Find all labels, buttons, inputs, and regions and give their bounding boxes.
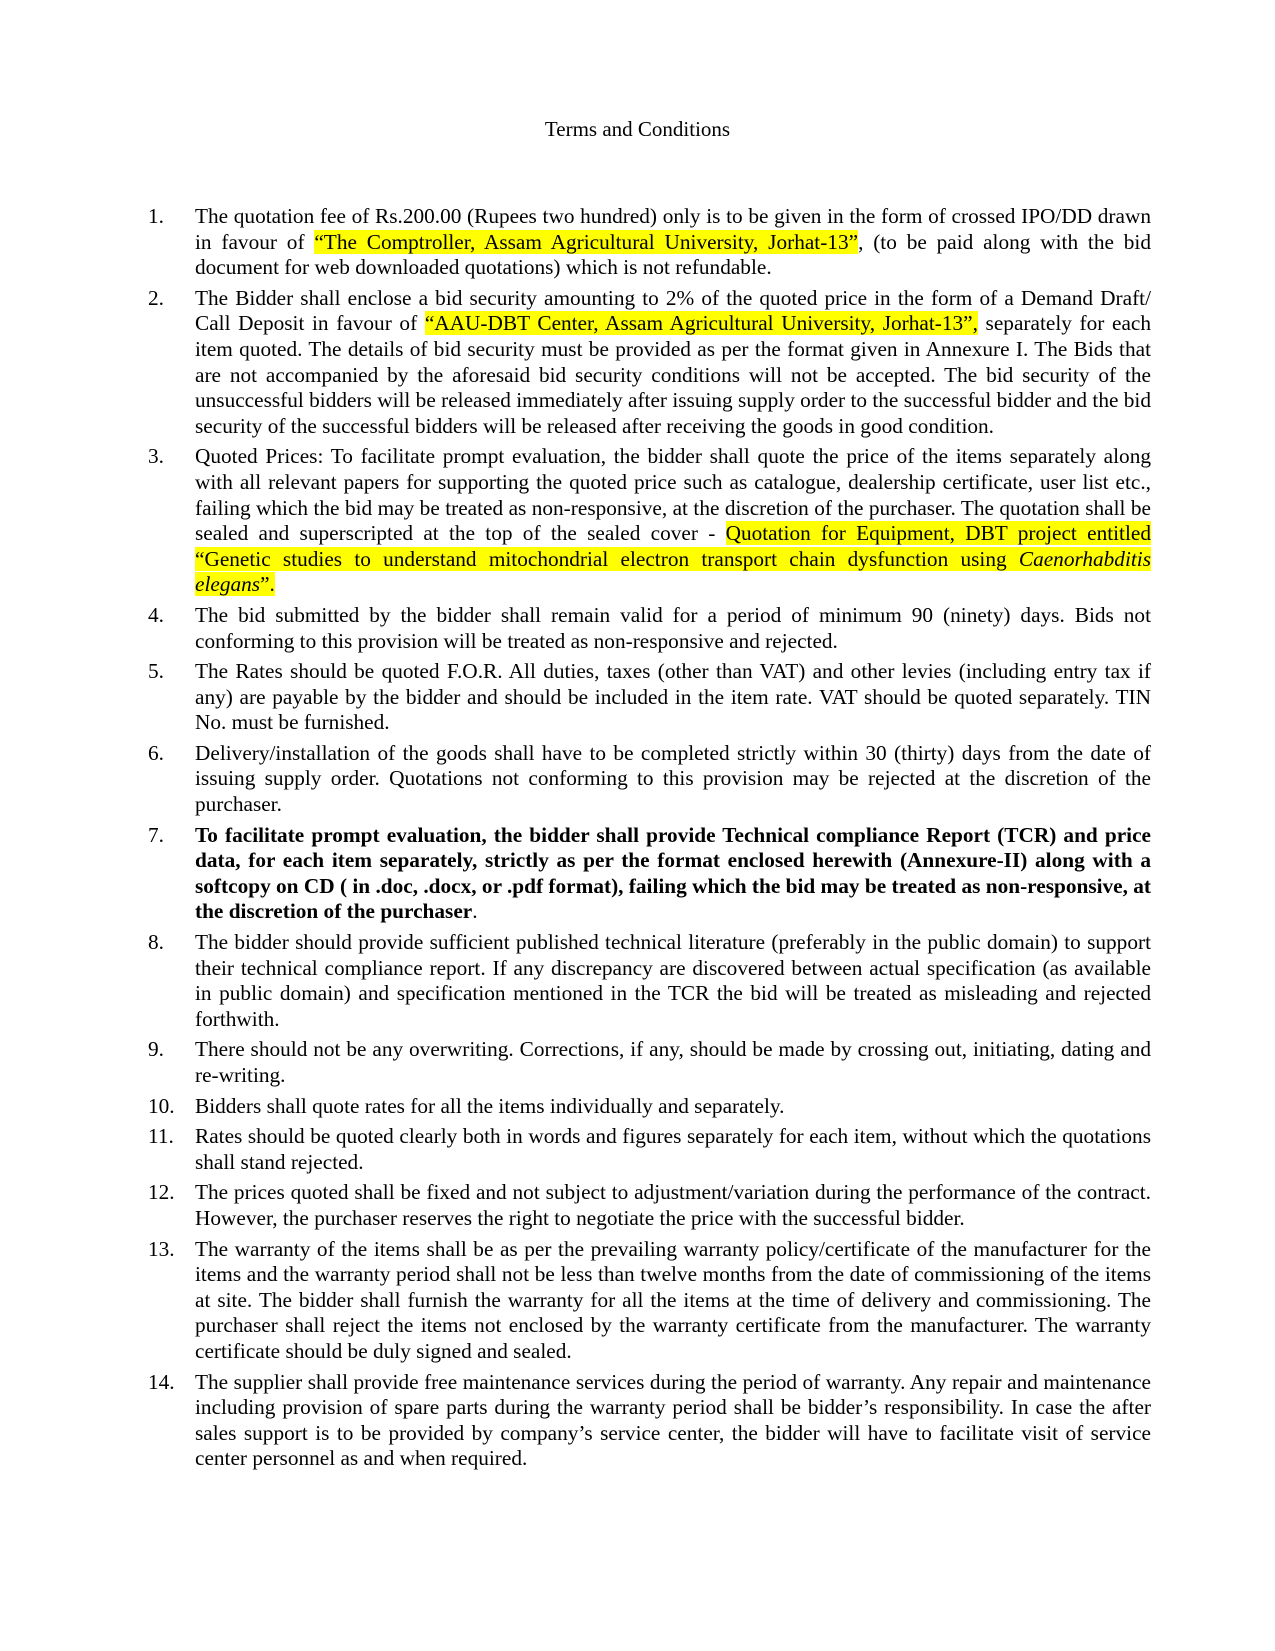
term-text-segment: The quotation fee of Rs.200.00 (Rupees two hundred) only is to be given in the form of crossed IPO/DD drawn in favour of bbox=[195, 204, 1151, 254]
term-text-segment: The bid submitted by the bidder shall remain valid for a period of minimum 90 (ninety) days. Bids not conforming to this provision will be treated as non-responsive and rejected. bbox=[195, 602, 1151, 653]
term-item-7 bbox=[148, 823, 1151, 925]
term-item-14 bbox=[148, 1370, 1151, 1472]
highlighted-text: ”. bbox=[260, 572, 275, 597]
term-item-10 bbox=[148, 1094, 1151, 1120]
term-text-segment: Quoted Prices: To facilitate prompt evaluation, the bidder shall quote the price of the items separately along with all relevant papers for supporting the quoted price such as catalogue, dealership certificate, user list etc., failing which the bid may be treated as non-responsive, at the discretion of the purchaser. The quotation shall be sealed and superscripted at the top of the sealed cover - bbox=[195, 444, 1151, 546]
term-text bbox=[195, 1094, 1151, 1120]
term-item-6 bbox=[148, 741, 1151, 818]
highlighted-text: “The Comptroller, Assam Agricultural University, Jorhat-13” bbox=[314, 229, 859, 254]
term-number: 4. bbox=[148, 602, 164, 627]
term-text bbox=[195, 930, 1151, 1032]
term-text-segment: Rates should be quoted clearly both in words and figures separately for each item, without which the quotations shall stand rejected. bbox=[195, 1124, 1151, 1174]
term-text-segment: The supplier shall provide free maintenance services during the period of warranty. Any repair and maintenance including provision of spare parts during the warranty period shall be bidder’s responsibility. In case the after sales support is to be provided by company’s service center, the bidder will have to facilitate visit of service center personnel as and when required. bbox=[195, 1369, 1151, 1471]
term-number: 5. bbox=[148, 659, 164, 684]
term-number: 9. bbox=[148, 1037, 164, 1062]
term-text bbox=[195, 603, 1151, 654]
term-text bbox=[195, 1370, 1151, 1472]
term-text bbox=[195, 1237, 1151, 1365]
bold-text: To facilitate prompt evaluation, the bidder shall provide Technical compliance Report (TCR) and price data, for each item separately, strictly as per the format enclosed herewith (Annexure-II) along with a softcopy on CD ( in .doc, .docx, or .pdf format), failing which the bid may be treated as non-responsive, at the discretion of the purchaser bbox=[195, 822, 1152, 924]
term-item-1 bbox=[148, 204, 1151, 281]
term-text bbox=[195, 444, 1151, 598]
term-text-segment: . bbox=[472, 899, 478, 924]
term-number: 7. bbox=[148, 822, 164, 847]
term-text-segment: The warranty of the items shall be as per the prevailing warranty policy/certificate of the manufacturer for the items and the warranty period shall not be less than twelve months from the date of commissioning of the items at site. The bidder shall furnish the warranty for all the items at the time of delivery and commissioning. The purchaser shall reject the items not enclosed by the warranty certificate from the manufacturer. The warranty certificate should be duly signed and sealed. bbox=[195, 1236, 1151, 1363]
term-item-9 bbox=[148, 1037, 1151, 1088]
term-text-segment: The Rates should be quoted F.O.R. All duties, taxes (other than VAT) and other levies (including entry tax if any) are payable by the bidder and should be included in the item rate. VAT should be quoted separately. TIN No. must be furnished. bbox=[195, 659, 1151, 735]
term-text-segment: The Bidder shall enclose a bid security amounting to 2% of the quoted price in the form of a Demand Draft/ Call Deposit in favour of bbox=[195, 285, 1151, 336]
term-number: 3. bbox=[148, 444, 164, 469]
term-number: 14. bbox=[148, 1369, 175, 1394]
term-text-segment: Bidders shall quote rates for all the items individually and separately. bbox=[195, 1093, 785, 1118]
highlighted-text: Quotation for Equipment, DBT project entitled “Genetic studies to understand mitochondrial electron transport chain dysfunction using bbox=[195, 521, 1151, 571]
term-text bbox=[195, 1124, 1151, 1175]
term-number: 11. bbox=[148, 1124, 174, 1149]
highlighted-text: “AAU-DBT Center, Assam Agricultural University, Jorhat-13”, bbox=[424, 311, 978, 336]
term-number: 2. bbox=[148, 285, 164, 310]
page-title: Terms and Conditions bbox=[544, 117, 731, 141]
term-item-11 bbox=[148, 1124, 1151, 1175]
term-text-segment: The prices quoted shall be fixed and not subject to adjustment/variation during the performance of the contract. However, the purchaser reserves the right to negotiate the price with the successful bidder. bbox=[195, 1180, 1151, 1230]
term-text-segment: Delivery/installation of the goods shall have to be completed strictly within 30 (thirty) days from the date of issuing supply order. Quotations not conforming to this provision may be rejected at the discretion of the purchaser. bbox=[195, 740, 1151, 817]
italic-species-name: Caenorhabditis elegans bbox=[195, 546, 1151, 597]
term-text bbox=[195, 659, 1151, 736]
term-number: 6. bbox=[148, 740, 164, 765]
term-text bbox=[195, 286, 1151, 440]
term-text-segment: separately for each item quoted. The details of bid security must be provided as per the format given in Annexure I. The Bids that are not accompanied by the aforesaid bid security conditions will not be accepted. The bid security of the unsuccessful bidders will be released immediately after issuing supply order to the successful bidder and the bid security of the successful bidders will be released after receiving the goods in good condition. bbox=[195, 311, 1151, 438]
terms-list bbox=[148, 204, 1151, 1477]
term-number: 1. bbox=[148, 204, 164, 228]
term-item-2 bbox=[148, 286, 1151, 440]
term-number: 8. bbox=[148, 930, 164, 955]
term-item-3 bbox=[148, 444, 1151, 598]
term-item-12 bbox=[148, 1180, 1151, 1231]
term-item-13 bbox=[148, 1237, 1151, 1365]
term-item-4 bbox=[148, 603, 1151, 654]
term-number: 10. bbox=[148, 1093, 175, 1118]
term-number: 12. bbox=[148, 1180, 175, 1205]
term-text-segment: , (to be paid along with the bid document for web downloaded quotations) which is not refundable. bbox=[195, 229, 1151, 280]
term-text-segment: There should not be any overwriting. Corrections, if any, should be made by crossing out, initiating, dating and re-writing. bbox=[195, 1037, 1151, 1087]
term-text bbox=[195, 1180, 1151, 1231]
term-text bbox=[195, 204, 1151, 281]
term-text bbox=[195, 1037, 1151, 1088]
term-text-segment: The bidder should provide sufficient published technical literature (preferably in the public domain) to support their technical compliance report. If any discrepancy are discovered between actual specification (as available in public domain) and specification mentioned in the TCR the bid will be treated as misleading and rejected forthwith. bbox=[195, 930, 1151, 1031]
term-item-8 bbox=[148, 930, 1151, 1032]
term-text bbox=[195, 741, 1151, 818]
term-text bbox=[195, 823, 1151, 925]
term-item-5 bbox=[148, 659, 1151, 736]
term-number: 13. bbox=[148, 1236, 175, 1261]
